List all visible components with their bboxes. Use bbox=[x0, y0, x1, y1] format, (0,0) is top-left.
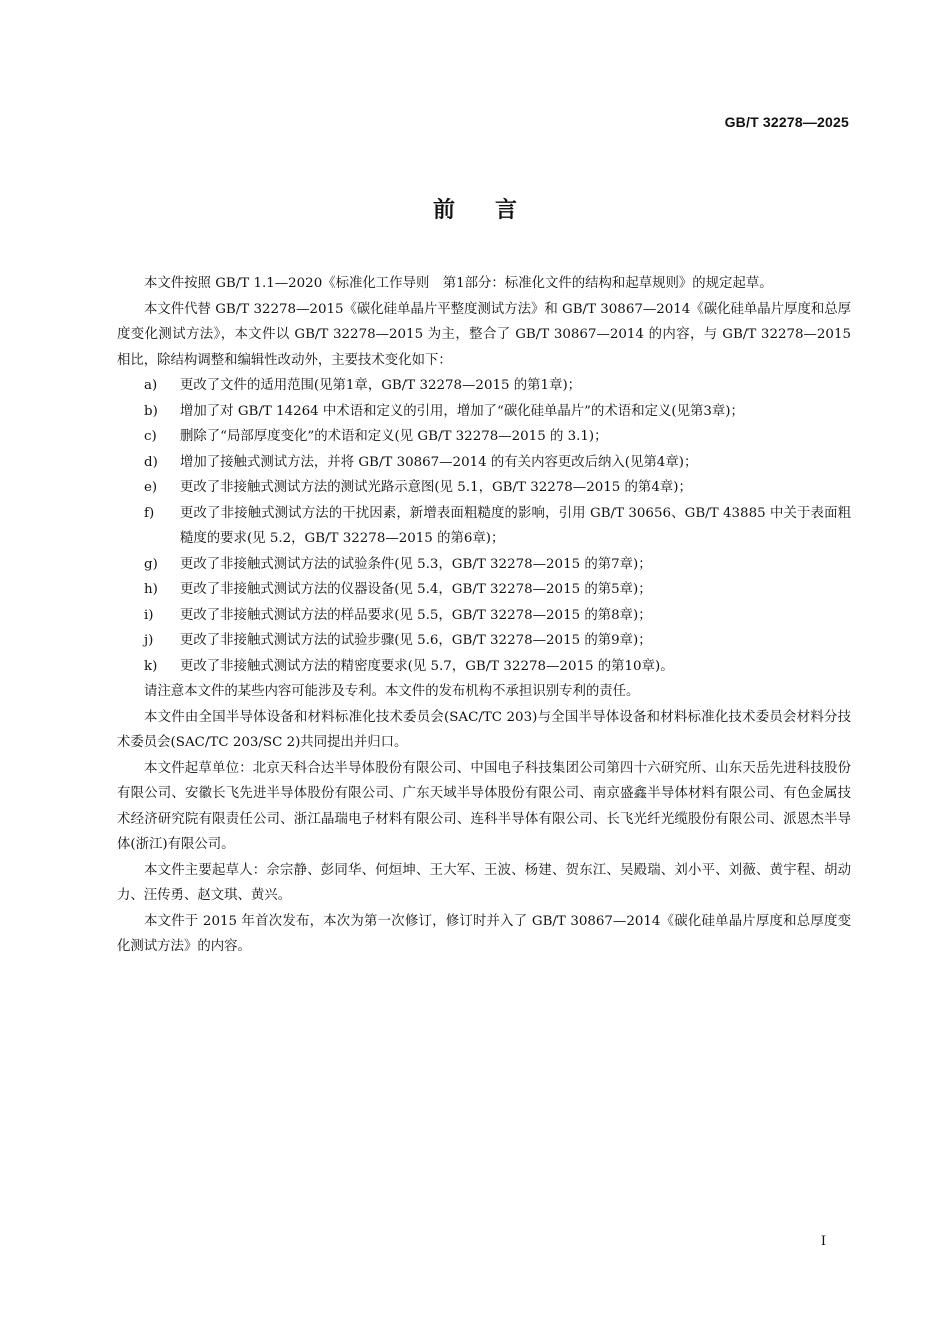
foreword-body bbox=[117, 271, 851, 960]
standard-number: GB/T 32278—2025 bbox=[724, 114, 849, 130]
list-item-text: 更改了非接触式测试方法的试验步骤(见 5.6，GB/T 32278—2015 的第9章)； bbox=[180, 633, 652, 648]
list-marker: e) bbox=[144, 480, 158, 495]
paragraph-drafting-rules: 本文件按照 GB/T 1.1—2020《标准化工作导则 第1部分：标准化文件的结构和起草规则》的规定起草。 bbox=[144, 276, 773, 291]
list-item-text: 更改了非接触式测试方法的样品要求(见 5.5，GB/T 32278—2015 的第8章)； bbox=[180, 607, 652, 623]
list-item bbox=[117, 424, 851, 450]
list-marker: f) bbox=[144, 505, 155, 521]
list-marker: c) bbox=[144, 429, 157, 444]
list-item bbox=[117, 628, 851, 654]
page-title: 前言 bbox=[432, 198, 557, 223]
list-item bbox=[117, 654, 851, 680]
paragraph-history: 本文件于 2015 年首次发布，本次为第一次修订，修订时并入了 GB/T 30867—2014《碳化硅单晶片厚度和总厚度变化测试方法》的内容。 bbox=[117, 913, 851, 954]
list-marker: g) bbox=[144, 556, 158, 572]
page-number: I bbox=[820, 1234, 826, 1249]
list-item bbox=[117, 603, 851, 629]
changes-list bbox=[117, 373, 851, 679]
list-item bbox=[117, 373, 851, 399]
list-marker: k) bbox=[144, 658, 158, 674]
list-item bbox=[117, 552, 851, 578]
list-item-text: 增加了接触式测试方法，并将 GB/T 30867—2014 的有关内容更改后纳入(见第4章)； bbox=[180, 454, 698, 470]
list-marker: a) bbox=[144, 378, 158, 393]
list-marker: i) bbox=[144, 607, 154, 623]
list-item bbox=[117, 577, 851, 603]
list-item-text: 增加了对 GB/T 14264 中术语和定义的引用，增加了“碳化硅单晶片”的术语和定义(见第3章)； bbox=[180, 403, 744, 419]
list-item bbox=[117, 501, 851, 552]
list-item-text: 更改了非接触式测试方法的试验条件(见 5.3，GB/T 32278—2015 的第7章)； bbox=[180, 556, 652, 572]
list-item bbox=[117, 399, 851, 425]
paragraph-drafters: 本文件主要起草人：佘宗静、彭同华、何烜坤、王大军、王波、杨建、贺东江、吴殿瑞、刘小平、刘薇、黄宇程、胡动力、汪传勇、赵文琪、黄兴。 bbox=[117, 862, 851, 903]
paragraph-patent-notice: 请注意本文件的某些内容可能涉及专利。本文件的发布机构不承担识别专利的责任。 bbox=[144, 684, 640, 699]
list-item-text: 更改了非接触式测试方法的测试光路示意图(见 5.1，GB/T 32278—2015 的第4章)； bbox=[180, 480, 692, 495]
list-item-text: 更改了文件的适用范围(见第1章，GB/T 32278—2015 的第1章)； bbox=[180, 378, 582, 393]
list-item-text: 删除了“局部厚度变化”的术语和定义(见 GB/T 32278—2015 的 3.1)； bbox=[180, 429, 608, 444]
list-marker: j) bbox=[144, 633, 154, 648]
list-marker: h) bbox=[144, 582, 158, 597]
list-marker: d) bbox=[144, 454, 158, 470]
list-item-text: 更改了非接触式测试方法的干扰因素，新增表面粗糙度的影响，引用 GB/T 30656、GB/T 43885 中关于表面粗糙度的要求(见 5.2，GB/T 32278—2015 的第6章)； bbox=[180, 505, 851, 546]
paragraph-drafting-units: 本文件起草单位：北京天科合达半导体股份有限公司、中国电子科技集团公司第四十六研究所、山东天岳先进科技股份有限公司、安徽长飞先进半导体股份有限公司、广东天域半导体股份有限公司、南京盛鑫半导体材料有限公司、有色金属技术经济研究院有限责任公司、浙江晶瑞电子材料有限公司、连科半导体有限公司、长飞光纤光缆股份有限公司、派恩杰半导体(浙江)有限公司。 bbox=[117, 760, 851, 852]
list-item bbox=[117, 450, 851, 476]
paragraph-replacement: 本文件代替 GB/T 32278—2015《碳化硅单晶片平整度测试方法》和 GB/T 30867—2014《碳化硅单晶片厚度和总厚度变化测试方法》，本文件以 GB/T 32278—2015 为主，整合了 GB/T 30867—2014 的内容，与 GB/T 32278—2015 相比，除结构调整和编辑性改动外，主要技术变化如下： bbox=[117, 301, 852, 368]
list-item bbox=[117, 475, 851, 501]
list-marker: b) bbox=[144, 403, 158, 419]
list-item-text: 更改了非接触式测试方法的精密度要求(见 5.7，GB/T 32278—2015 的第10章)。 bbox=[180, 658, 674, 674]
list-item-text: 更改了非接触式测试方法的仪器设备(见 5.4，GB/T 32278—2015 的第5章)； bbox=[180, 582, 652, 597]
paragraph-proposer: 本文件由全国半导体设备和材料标准化技术委员会(SAC/TC 203)与全国半导体设备和材料标准化技术委员会材料分技术委员会(SAC/TC 203/SC 2)共同提出并归口。 bbox=[117, 709, 851, 750]
